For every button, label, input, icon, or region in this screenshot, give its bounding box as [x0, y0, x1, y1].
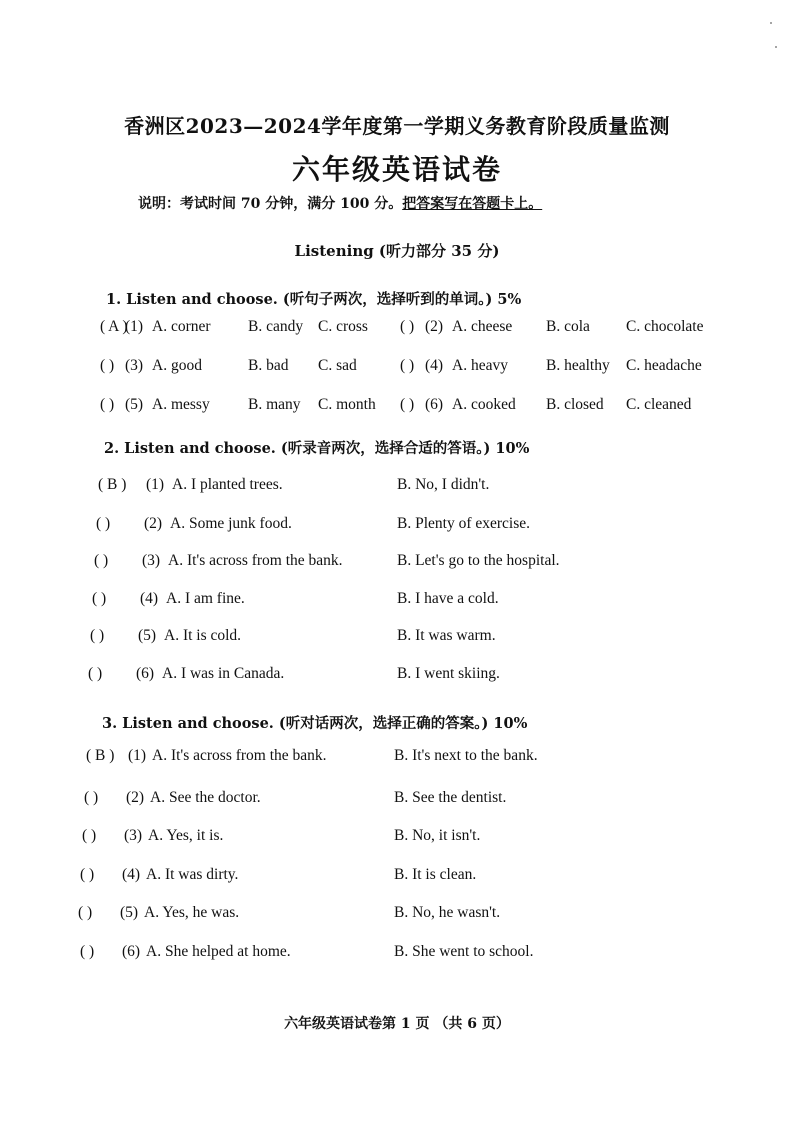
- answer-blank: ( ): [88, 665, 103, 682]
- option-b: B. No, it isn't.: [394, 827, 481, 844]
- q2-item: [92, 590, 754, 612]
- option-b: B. healthy: [546, 357, 610, 374]
- option-b: B. See the dentist.: [394, 789, 507, 806]
- option-c: C. cleaned: [626, 396, 692, 413]
- option-a: A. See the doctor.: [150, 789, 261, 806]
- option-b: B. No, he wasn't.: [394, 904, 501, 921]
- option-b: B. bad: [248, 357, 289, 374]
- answer-blank: ( ): [80, 943, 95, 960]
- q3-item: [80, 866, 754, 888]
- option-b: B. many: [248, 396, 301, 413]
- q1-item: [100, 357, 754, 379]
- option-b: B. She went to school.: [394, 943, 534, 960]
- item-number: (2): [425, 318, 444, 335]
- option-a: A. I was in Canada.: [162, 665, 285, 682]
- option-b: B. candy: [248, 318, 304, 335]
- option-a: A. Some junk food.: [170, 515, 292, 532]
- answer-blank: ( ): [94, 552, 109, 569]
- option-a: A. It's across from the bank.: [168, 552, 343, 569]
- item-number: (3): [125, 357, 144, 374]
- option-a: A. corner: [152, 318, 211, 335]
- option-b: B. Let's go to the hospital.: [397, 552, 560, 569]
- q2-title: 2. Listen and choose. (听录音两次，选择合适的答语。) 10%: [104, 440, 530, 457]
- section-title: Listening (听力部分 35 分): [294, 242, 500, 260]
- option-a: A. good: [152, 357, 202, 374]
- q2-item: [88, 665, 754, 687]
- option-a: A. cheese: [452, 318, 513, 335]
- option-b: B. No, I didn't.: [397, 476, 490, 493]
- item-number: (1): [128, 747, 147, 764]
- item-number: (4): [122, 866, 141, 883]
- option-b: B. I went skiing.: [397, 665, 500, 682]
- exam-instructions: [138, 193, 542, 213]
- answer-blank: ( B ): [86, 747, 115, 764]
- option-a: A. Yes, it is.: [148, 827, 224, 844]
- item-number: (3): [142, 552, 161, 569]
- option-a: A. messy: [152, 396, 210, 413]
- answer-blank: ( ): [400, 396, 415, 413]
- option-a: A. It's across from the bank.: [152, 747, 327, 764]
- exam-header: 香洲区2023—2024学年度第一学期义务教育阶段质量监测: [124, 114, 670, 138]
- option-c: C. month: [318, 396, 376, 413]
- option-c: C. cross: [318, 318, 368, 335]
- answer-blank: ( ): [100, 357, 115, 374]
- answer-blank: ( ): [400, 357, 415, 374]
- q1-item: [100, 396, 754, 418]
- option-b: B. It was warm.: [397, 627, 496, 644]
- exam-title: 六年级英语试卷: [291, 153, 502, 186]
- option-a: A. Yes, he was.: [144, 904, 240, 921]
- answer-blank: ( ): [400, 318, 415, 335]
- instructions-text: 说明：考试时间 70 分钟，满分 100 分。: [138, 196, 403, 212]
- option-a: A. heavy: [452, 357, 508, 374]
- option-b: B. I have a cold.: [397, 590, 499, 607]
- option-b: B. Plenty of exercise.: [397, 515, 531, 532]
- q3-item: [78, 904, 754, 926]
- answer-blank: ( A ): [100, 318, 128, 335]
- q2-item: [90, 627, 754, 649]
- item-number: (6): [425, 396, 444, 413]
- item-number: (3): [124, 827, 143, 844]
- option-c: C. sad: [318, 357, 357, 374]
- answer-blank: ( ): [82, 827, 97, 844]
- answer-blank: ( ): [80, 866, 95, 883]
- answer-blank: ( ): [84, 789, 99, 806]
- option-a: A. It is cold.: [164, 627, 242, 644]
- option-a: A. cooked: [452, 396, 516, 413]
- item-number: (2): [144, 515, 163, 532]
- option-a: A. She helped at home.: [146, 943, 291, 960]
- answer-blank: ( ): [78, 904, 93, 921]
- answer-blank: ( ): [92, 590, 107, 607]
- option-a: A. It was dirty.: [146, 866, 239, 883]
- option-c: C. chocolate: [626, 318, 704, 335]
- q2-item: [94, 552, 754, 574]
- answer-blank: ( ): [90, 627, 105, 644]
- answer-blank: ( ): [100, 396, 115, 413]
- answer-blank: ( B ): [98, 476, 127, 493]
- option-a: A. I am fine.: [166, 590, 245, 607]
- item-number: (5): [120, 904, 139, 921]
- item-number: (4): [425, 357, 444, 374]
- item-number: (4): [140, 590, 159, 607]
- option-b: B. It's next to the bank.: [394, 747, 538, 764]
- q3-item: [84, 789, 754, 811]
- item-number: (6): [136, 665, 155, 682]
- scan-speck: [770, 22, 772, 24]
- q2-item: [96, 515, 754, 537]
- option-c: C. headache: [626, 357, 702, 374]
- item-number: (6): [122, 943, 141, 960]
- option-a: A. I planted trees.: [172, 476, 283, 493]
- item-number: (1): [146, 476, 165, 493]
- q1-title: 1. Listen and choose. (听句子两次，选择听到的单词。) 5%: [106, 291, 522, 308]
- option-b: B. cola: [546, 318, 590, 335]
- scan-speck: [775, 46, 777, 48]
- item-number: (5): [138, 627, 157, 644]
- page-footer: 六年级英语试卷第 1 页 （共 6 页）: [284, 1016, 510, 1032]
- instructions-underlined: 把答案写在答题卡上。: [402, 196, 543, 212]
- item-number: (1): [125, 318, 144, 335]
- option-b: B. closed: [546, 396, 604, 413]
- q3-item: [86, 747, 754, 769]
- q3-title: 3. Listen and choose. (听对话两次，选择正确的答案。) 10%: [102, 715, 528, 732]
- answer-blank: ( ): [96, 515, 111, 532]
- q3-item: [80, 943, 754, 965]
- item-number: (5): [125, 396, 144, 413]
- item-number: (2): [126, 789, 145, 806]
- q1-item: [100, 318, 754, 340]
- q3-item: [82, 827, 754, 849]
- option-b: B. It is clean.: [394, 866, 477, 883]
- q2-item: [98, 476, 754, 498]
